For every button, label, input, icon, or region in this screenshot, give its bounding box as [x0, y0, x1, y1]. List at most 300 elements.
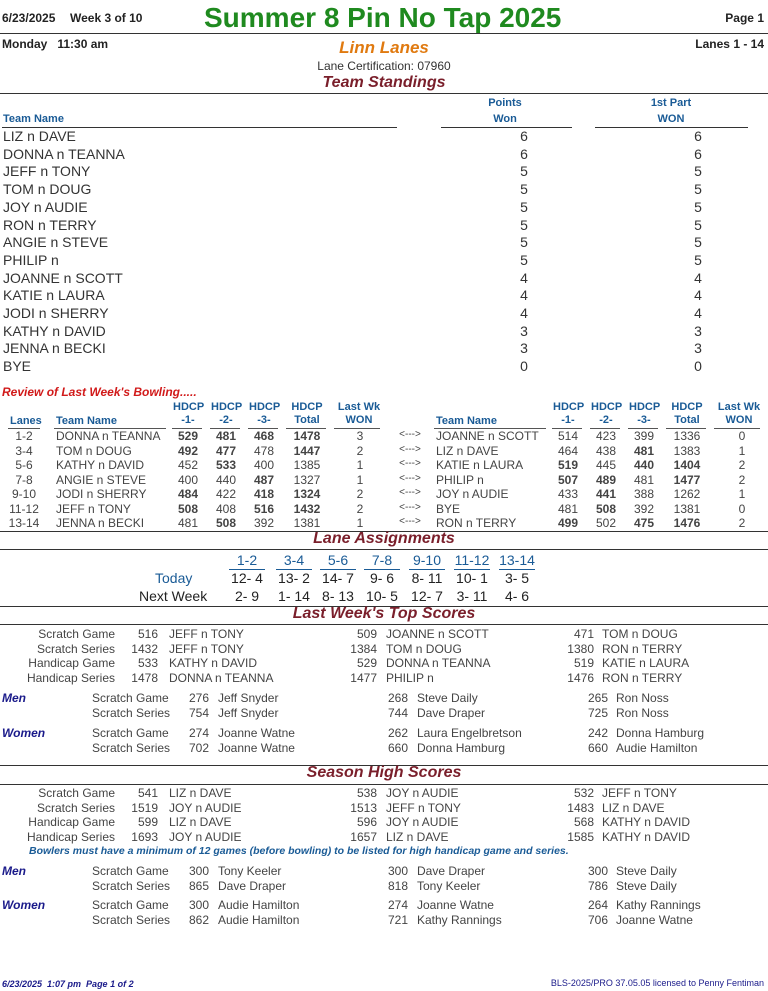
score-row: [0, 706, 768, 720]
score-value-1: 516: [137, 627, 158, 641]
score-name-3: Steve Daily: [616, 864, 677, 878]
standing-points: 4: [520, 305, 528, 321]
score-name-3: KATIE n LAURA: [602, 656, 690, 670]
review-col-header-bottom: WON: [725, 414, 753, 426]
score-row: [0, 656, 768, 670]
standing-team: LIZ n DAVE: [3, 128, 76, 144]
score-name-3: RON n TERRY: [602, 670, 683, 685]
today-assignment: 3- 5: [504, 570, 530, 586]
score-value-3: 660: [587, 740, 608, 755]
standing-points: 4: [520, 287, 528, 304]
review-a-game3: 478: [253, 443, 275, 458]
standing-first-part: 5: [694, 216, 702, 233]
score-value-3: 264: [587, 898, 608, 912]
matchup-arrow: <--->: [399, 443, 421, 455]
score-value-3: 1585: [567, 829, 594, 844]
standing-first-part: 5: [694, 234, 702, 251]
score-row: [0, 815, 768, 829]
review-col-header-top: Last Wk: [717, 401, 761, 413]
review-col-header: [591, 401, 621, 427]
review-team-a: JEFF n TONY: [56, 501, 131, 516]
standings-row: [0, 270, 768, 288]
score-row: [0, 913, 768, 927]
lane-certification: Lane Certification: 07960: [317, 59, 451, 73]
standing-first-part: 4: [694, 287, 702, 304]
review-b-game3: 388: [633, 487, 655, 501]
score-name-1: Joanne Watne: [218, 740, 295, 755]
score-value-3: 1483: [567, 800, 594, 815]
review-row: [0, 429, 768, 443]
next-week-assignment: 8- 13: [322, 588, 354, 604]
review-b-game3: 392: [633, 501, 655, 516]
standings-row: [0, 181, 768, 199]
review-col-header-top: HDCP: [291, 401, 323, 413]
lane-pair-header: 9-10: [412, 552, 442, 568]
standing-first-part: 0: [694, 358, 702, 375]
score-name-2: Laura Engelbretson: [417, 726, 522, 740]
score-name-3: Kathy Rannings: [616, 898, 701, 912]
day-time: Monday 11:30 am: [2, 37, 109, 51]
score-value-1: 541: [137, 786, 158, 800]
week-indicator: Week 3 of 10: [70, 11, 143, 25]
review-col-header-bottom: Total: [294, 414, 320, 426]
review-a-total: 1447: [293, 443, 321, 458]
score-value-2: 1477: [350, 670, 377, 685]
standing-team: JODI n SHERRY: [3, 305, 109, 321]
standing-first-part: 5: [694, 181, 702, 198]
score-row: [0, 741, 768, 755]
review-team-b: RON n TERRY: [436, 516, 517, 530]
standing-first-part: 5: [694, 198, 702, 215]
score-value-1: 300: [188, 864, 209, 878]
review-col-header: [670, 401, 704, 427]
score-name-2: Joanne Watne: [417, 898, 494, 912]
review-a-game2: 533: [215, 458, 237, 472]
review-a-game3: 418: [253, 487, 275, 501]
score-name-1: LIZ n DAVE: [169, 786, 232, 800]
score-category: Scratch Game: [92, 898, 169, 912]
footer-right: BLS-2025/PRO 37.05.05 licensed to Penny Fentiman: [550, 978, 764, 988]
review-col-header-bottom: -2-: [599, 414, 613, 426]
standing-team: JEFF n TONY: [3, 163, 91, 180]
page-number: Page 1: [725, 11, 764, 25]
today-assignment: 10- 1: [456, 570, 488, 586]
review-a-game3: 400: [253, 458, 275, 472]
score-name-2: TOM n DOUG: [386, 641, 462, 656]
review-row: [0, 487, 768, 501]
top-scores-divider-2: [0, 624, 768, 625]
score-value-2: 660: [387, 740, 408, 755]
review-a-game1: 400: [177, 472, 199, 487]
score-value-1: 754: [188, 706, 209, 720]
review-b-game2: 489: [595, 472, 617, 487]
standing-team: BYE: [3, 358, 32, 375]
review-team-b: BYE: [436, 501, 461, 516]
today-assignment: 8- 11: [411, 570, 443, 586]
next-week-assignment: 12- 7: [411, 588, 443, 604]
review-b-won: 0: [738, 501, 746, 516]
score-name-3: JEFF n TONY: [602, 786, 677, 800]
bowling-center: Linn Lanes: [339, 38, 429, 57]
today-assignment: 12- 4: [231, 570, 263, 586]
review-a-total: 1478: [293, 429, 321, 443]
score-value-1: 274: [188, 726, 209, 740]
score-name-2: Steve Daily: [417, 691, 478, 705]
review-row: [0, 516, 768, 530]
standing-points: 0: [520, 358, 528, 375]
score-category: Scratch Series: [92, 878, 171, 893]
standing-team: DONNA n TEANNA: [3, 145, 125, 162]
score-name-3: Steve Daily: [616, 878, 677, 893]
review-lanes: 5-6: [15, 458, 33, 472]
score-value-1: 300: [188, 898, 209, 912]
col-first-part-header: 1st Part WON: [650, 97, 692, 125]
score-category: Handicap Series: [26, 829, 115, 844]
review-lanes: 9-10: [11, 487, 37, 501]
score-name-3: LIZ n DAVE: [602, 800, 665, 815]
score-category: Scratch Series: [36, 641, 115, 656]
review-team-b: LIZ n DAVE: [436, 443, 499, 458]
score-name-2: PHILIP n: [386, 670, 434, 685]
standing-first-part: 4: [694, 269, 702, 286]
standing-points: 5: [520, 181, 528, 198]
women-label: Women: [2, 898, 46, 912]
standing-first-part: 3: [694, 322, 702, 339]
review-b-won: 0: [738, 429, 746, 443]
review-row: [0, 444, 768, 458]
review-a-game2: 408: [215, 501, 237, 516]
standing-team: KATHY n DAVID: [3, 322, 106, 339]
review-lanes: 7-8: [15, 472, 33, 487]
review-b-game2: 423: [595, 429, 617, 443]
review-b-won: 2: [738, 458, 746, 472]
review-a-game3: 468: [253, 429, 275, 443]
matchup-arrow: <--->: [399, 458, 421, 469]
standings-row: [0, 252, 768, 270]
score-name-2: Kathy Rannings: [417, 912, 502, 927]
score-row: [0, 726, 768, 740]
today-assignment: 14- 7: [322, 570, 354, 586]
score-value-3: 519: [573, 656, 594, 670]
review-b-game1: 519: [557, 458, 579, 472]
score-value-1: 1519: [131, 800, 158, 815]
today-label: Today: [155, 570, 193, 586]
standings-row: [0, 146, 768, 164]
score-name-2: Tony Keeler: [417, 878, 481, 893]
standings-row: [0, 323, 768, 341]
review-b-won: 2: [738, 472, 746, 487]
matchup-arrow: <--->: [399, 429, 421, 440]
score-category: Scratch Series: [92, 740, 171, 755]
score-name-3: Audie Hamilton: [616, 740, 698, 755]
score-value-1: 865: [188, 878, 209, 893]
review-a-won: 3: [356, 429, 364, 443]
review-a-total: 1381: [293, 516, 321, 530]
score-name-2: Dave Draper: [417, 864, 486, 878]
footer-left: 6/23/2025 1:07 pm Page 1 of 2: [2, 979, 134, 989]
score-value-2: 268: [387, 691, 408, 705]
score-category: Handicap Game: [28, 815, 115, 829]
review-col-header-top: HDCP: [173, 401, 205, 413]
standing-points: 5: [520, 251, 528, 268]
review-col-header: [211, 401, 241, 427]
score-category: Scratch Game: [38, 786, 115, 800]
next-week-assignment: 1- 14: [278, 588, 310, 604]
review-b-won: 1: [738, 487, 746, 501]
review-row: [0, 458, 768, 472]
review-b-game2: 441: [595, 487, 617, 501]
standing-points: 5: [520, 198, 528, 215]
review-team-a: ANGIE n STEVE: [56, 472, 147, 487]
review-b-won: 2: [738, 516, 746, 530]
review-col-header-top: HDCP: [629, 401, 661, 413]
score-value-2: 538: [356, 786, 377, 800]
women-label: Women: [2, 726, 46, 740]
header-divider: [0, 33, 768, 34]
review-team-a: KATHY n DAVID: [56, 458, 145, 472]
standings-row: [0, 340, 768, 358]
review-col-header: [553, 401, 583, 427]
review-col-lanes: Lanes: [10, 415, 42, 427]
review-a-game2: 508: [215, 516, 237, 530]
col-team-header: Team Name: [3, 113, 64, 125]
review-b-game2: 502: [595, 516, 617, 530]
review-a-total: 1385: [293, 458, 321, 472]
assignments-title: Lane Assignments: [313, 530, 455, 547]
review-row: [0, 473, 768, 487]
review-a-won: 2: [356, 487, 364, 501]
score-category: Scratch Game: [92, 864, 169, 878]
review-row: [0, 502, 768, 516]
review-b-game3: 440: [633, 458, 655, 472]
standings-row: [0, 128, 768, 146]
score-row: [0, 691, 768, 705]
standing-team: JENNA n BECKI: [3, 340, 106, 357]
review-col-header-top: HDCP: [591, 401, 623, 413]
review-a-total: 1324: [293, 487, 321, 501]
standing-first-part: 5: [694, 251, 702, 268]
review-team-b: KATIE n LAURA: [436, 458, 524, 472]
score-value-3: 300: [587, 864, 608, 878]
review-a-game3: 392: [253, 516, 275, 530]
score-name-1: Tony Keeler: [218, 864, 282, 878]
review-a-won: 1: [356, 516, 364, 530]
score-value-2: 596: [356, 815, 377, 829]
standing-points: 6: [520, 128, 528, 144]
review-b-game3: 475: [633, 516, 655, 530]
review-col-header-top: HDCP: [249, 401, 281, 413]
review-col-header-top: Last Wk: [337, 401, 381, 413]
standings-row: [0, 358, 768, 376]
lane-pair-header: 7-8: [371, 552, 393, 568]
review-team-b: JOANNE n SCOTT: [436, 429, 539, 443]
next-week-assignment: 4- 6: [504, 588, 530, 604]
standing-team: KATIE n LAURA: [3, 287, 105, 304]
review-b-total: 1336: [673, 429, 701, 443]
score-name-3: KATHY n DAVID: [602, 829, 691, 844]
score-name-3: Joanne Watne: [616, 912, 693, 927]
standing-first-part: 6: [694, 128, 702, 144]
score-value-3: 265: [587, 691, 608, 705]
review-a-total: 1432: [293, 501, 321, 516]
score-category: Scratch Game: [38, 627, 115, 641]
review-col-header-top: HDCP: [671, 401, 703, 413]
score-category: Scratch Series: [92, 706, 171, 720]
score-name-3: Ron Noss: [616, 706, 669, 720]
score-value-1: 533: [137, 656, 158, 670]
review-col-header-bottom: Total: [674, 414, 700, 426]
standings-row: [0, 234, 768, 252]
score-name-3: Ron Noss: [616, 691, 669, 705]
review-b-game3: 399: [633, 429, 655, 443]
men-label: Men: [2, 864, 26, 878]
standings-row: [0, 163, 768, 181]
lane-pair-header: 11-12: [454, 552, 490, 568]
standings-row: [0, 287, 768, 305]
review-b-game3: 481: [633, 443, 655, 458]
review-b-game3: 481: [633, 472, 655, 487]
score-value-3: 1380: [567, 641, 594, 656]
review-lanes: 13-14: [8, 516, 40, 530]
score-row: [0, 627, 768, 641]
standing-points: 4: [520, 269, 528, 286]
next-week-assignment: 3- 11: [456, 588, 488, 604]
review-col-header: [173, 401, 203, 427]
score-value-3: 786: [587, 878, 608, 893]
standing-team: RON n TERRY: [3, 216, 97, 233]
score-value-2: 300: [387, 864, 408, 878]
review-lanes: 11-12: [9, 501, 39, 516]
score-row: [0, 671, 768, 685]
review-b-total: 1404: [673, 458, 701, 472]
review-a-game2: 477: [215, 443, 237, 458]
score-value-1: 1478: [131, 670, 158, 685]
matchup-arrow: <--->: [399, 516, 421, 527]
review-team-b: PHILIP n: [436, 472, 484, 487]
review-b-total: 1262: [673, 487, 701, 501]
score-category: Handicap Series: [26, 670, 115, 685]
review-a-won: 2: [356, 443, 364, 458]
score-name-1: Audie Hamilton: [218, 898, 300, 912]
review-a-total: 1327: [293, 472, 321, 487]
review-b-total: 1381: [673, 501, 701, 516]
score-name-2: Donna Hamburg: [417, 740, 506, 755]
score-name-1: JOY n AUDIE: [169, 829, 242, 844]
score-row: [0, 642, 768, 656]
review-a-game3: 487: [253, 472, 275, 487]
standing-points: 5: [520, 216, 528, 233]
review-col-header-bottom: -1-: [181, 414, 195, 426]
score-value-2: 1384: [350, 641, 377, 656]
lane-pair-header: 5-6: [327, 552, 349, 568]
review-a-won: 2: [356, 501, 364, 516]
review-col-header-bottom: WON: [345, 414, 373, 426]
review-col-header-top: HDCP: [211, 401, 243, 413]
score-value-2: 1657: [350, 829, 377, 844]
review-title: Review of Last Week's Bowling.....: [2, 385, 197, 399]
score-name-1: Joanne Watne: [218, 726, 295, 740]
score-name-2: Dave Draper: [417, 706, 486, 720]
score-row: [0, 879, 768, 893]
review-a-game1: 452: [177, 458, 199, 472]
season-high-divider-2: [0, 784, 768, 785]
score-name-2: JOY n AUDIE: [386, 815, 459, 829]
review-b-game1: 514: [557, 429, 579, 443]
score-row: [0, 898, 768, 912]
score-value-2: 1513: [350, 800, 377, 815]
review-team-a: JODI n SHERRY: [56, 487, 147, 501]
score-value-1: 1432: [131, 641, 158, 656]
score-name-1: JEFF n TONY: [169, 641, 244, 656]
score-name-2: JOY n AUDIE: [386, 786, 459, 800]
score-name-1: Audie Hamilton: [218, 912, 300, 927]
matchup-arrow: <--->: [399, 487, 421, 498]
next-week-assignment: 10- 5: [366, 588, 398, 604]
standing-points: 6: [520, 145, 528, 162]
review-b-total: 1383: [673, 443, 701, 458]
score-category: Scratch Game: [92, 726, 169, 740]
review-b-game1: 507: [557, 472, 579, 487]
score-value-3: 725: [587, 706, 608, 720]
score-value-1: 276: [188, 691, 209, 705]
score-row: [0, 801, 768, 815]
score-name-1: Jeff Snyder: [218, 706, 279, 720]
standing-team: PHILIP n: [3, 251, 59, 268]
score-value-3: 1476: [567, 670, 594, 685]
score-name-3: KATHY n DAVID: [602, 815, 691, 829]
review-col-header-bottom: -1-: [561, 414, 575, 426]
score-value-1: 702: [188, 740, 209, 755]
review-b-game2: 508: [595, 501, 617, 516]
score-name-1: Jeff Snyder: [218, 691, 279, 705]
score-name-1: LIZ n DAVE: [169, 815, 232, 829]
assignments-divider-2: [0, 549, 768, 550]
review-a-game1: 484: [177, 487, 199, 501]
matchup-arrow: <--->: [399, 472, 421, 484]
review-col-header-bottom: -3-: [257, 414, 271, 426]
review-col-header: [716, 401, 762, 427]
review-col-header-bottom: -3-: [637, 414, 651, 426]
review-a-game2: 440: [215, 472, 237, 487]
report-date: 6/23/2025: [2, 11, 56, 25]
review-col-team: Team Name: [56, 415, 117, 427]
review-a-game1: 529: [177, 429, 199, 443]
score-name-3: TOM n DOUG: [602, 627, 678, 641]
score-row: [0, 786, 768, 800]
score-value-3: 532: [573, 786, 594, 800]
review-lanes: 1-2: [15, 429, 33, 443]
lane-pair-header: 13-14: [499, 552, 535, 568]
score-value-3: 471: [573, 627, 594, 641]
league-title: Summer 8 Pin No Tap 2025: [204, 2, 562, 33]
review-b-total: 1477: [673, 472, 701, 487]
top-scores-title: Last Week's Top Scores: [292, 605, 476, 622]
today-assignment: 13- 2: [278, 570, 310, 586]
standing-team: JOY n AUDIE: [3, 198, 88, 215]
score-value-2: 509: [356, 627, 377, 641]
review-col-header: [249, 401, 279, 427]
review-a-won: 1: [356, 458, 364, 472]
score-value-2: 274: [387, 898, 408, 912]
score-value-2: 529: [356, 656, 377, 670]
standing-first-part: 5: [694, 163, 702, 180]
score-value-3: 242: [587, 726, 608, 740]
score-name-2: LIZ n DAVE: [386, 829, 449, 844]
score-value-2: 721: [387, 912, 408, 927]
review-b-total: 1476: [673, 516, 701, 530]
season-high-title: Season High Scores: [306, 764, 462, 781]
review-b-game2: 438: [595, 443, 617, 458]
